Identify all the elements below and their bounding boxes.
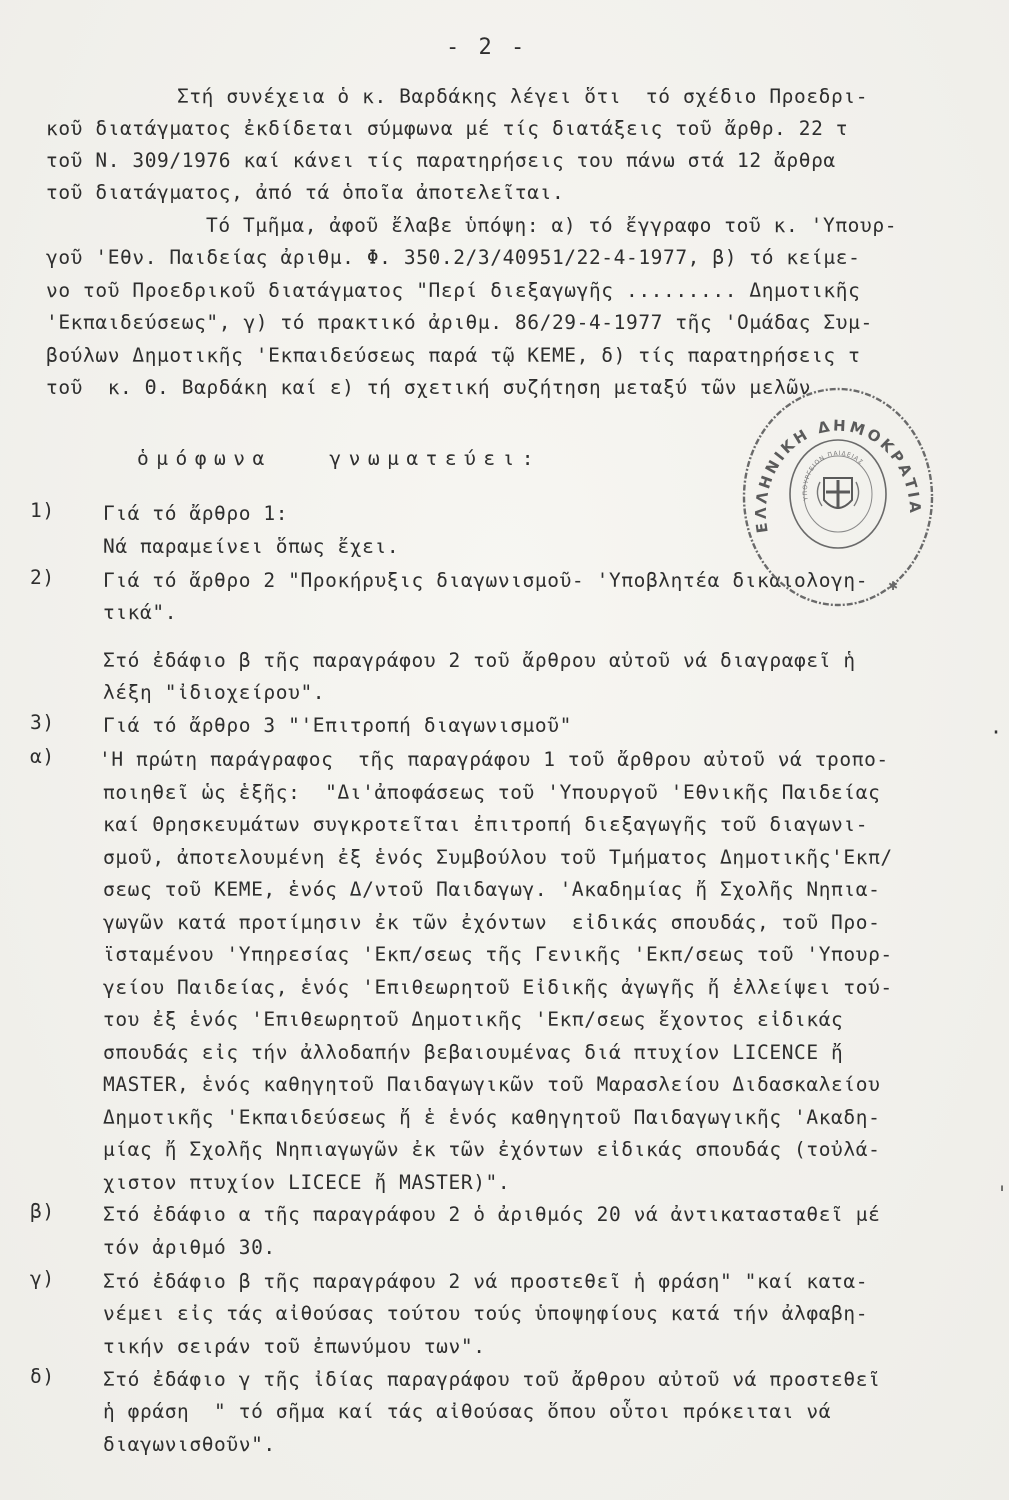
item-marker: 1) xyxy=(30,499,55,522)
text-line: βούλων Δημοτικῆς 'Εκπαιδεύσεως παρά τῷ ΚΕΜΕ, δ) τίς παρατηρήσεις τ xyxy=(46,344,861,367)
text-line: του ἐξ ἑνός 'Επιθεωρητοῦ Δημοτικῆς 'Εκπ/σεως ἔχοντος εἰδικάς xyxy=(103,1008,844,1031)
text-line: σπουδάς εἰς τήν ἀλλοδαπήν βεβαιουμένας διά πτυχίον LICENCE ἤ xyxy=(103,1041,844,1064)
text-line: τικήν σειράν τοῦ ἐπωνύμου των". xyxy=(103,1335,486,1358)
text-line: Τό Τμῆμα, ἀφοῦ ἔλαβε ὑπόψη: α) τό ἔγγραφο τοῦ κ. 'Υπουρ- xyxy=(206,214,898,237)
text-line: τόν ἀριθμό 30. xyxy=(103,1236,276,1259)
text-line: Γιά τό ἄρθρο 2 "Προκήρυξις διαγωνισμοῦ- 'Υποβλητέα δικαιολογη- xyxy=(103,569,869,592)
text-line: γείου Παιδείας, ἑνός 'Επιθεωρητοῦ Εἰδικῆς ἀγωγῆς ἤ ἐλλείψει τού- xyxy=(103,976,893,999)
text-line: MASTER, ἑνός καθηγητοῦ Παιδαγωγικῶν τοῦ Μαρασλείου Διδασκαλείου xyxy=(103,1073,881,1096)
subitem-marker: α) xyxy=(30,745,55,768)
section-heading: ὁμόφωνα γνωματεύει: xyxy=(137,447,542,470)
text-line: ἡ φράση " τό σῆμα καί τάς αἰθούσας ὅπου οὗτοι πρόκειται νά xyxy=(103,1400,832,1423)
subitem-marker: γ) xyxy=(30,1267,55,1290)
text-line: καί Θρησκευμάτων συγκροτεῖται ἐπιτροπή διεξαγωγῆς τοῦ διαγωνι- xyxy=(103,813,869,836)
text-line: σμοῦ, ἀποτελουμένη ἐξ ἑνός Συμβούλου τοῦ Τμήματος Δημοτικῆς'Εκπ/ xyxy=(103,846,893,869)
text-line: Στό ἐδάφιο α τῆς παραγράφου 2 ὁ ἀριθμός 20 νά ἀντικατασταθεῖ μέ xyxy=(103,1203,881,1226)
text-line: κοῦ διατάγματος ἐκδίδεται σύμφωνα μέ τίς διατάξεις τοῦ ἄρθρ. 22 τ xyxy=(46,117,849,140)
text-line: μίας ἤ Σχολῆς Νηπιαγωγῶν ἐκ τῶν ἐχόντων εἰδικάς σπουδάς (τοὐλά- xyxy=(103,1138,881,1161)
text-line: τοῦ κ. Θ. Βαρδάκη καί ε) τή σχετική συζήτηση μεταξύ τῶν μελῶν xyxy=(46,376,812,399)
item-marker: 3) xyxy=(30,711,55,734)
text-line: 'Η πρώτη παράγραφος τῆς παραγράφου 1 τοῦ ἄρθρου αὐτοῦ νά τροπο- xyxy=(99,748,889,771)
text-line: χιστον πτυχίον LICECE ἤ MASTER)". xyxy=(103,1171,511,1194)
text-line: γοῦ 'Εθν. Παιδείας ἀριθμ. Φ. 350.2/3/40951/22-4-1977, β) τό κείμε- xyxy=(46,246,861,269)
text-line: τοῦ διατάγματος, ἀπό τά ὁποῖα ἀποτελεῖται. xyxy=(46,181,565,204)
text-line: ϊσταμένου 'Υπηρεσίας 'Εκπ/σεως τῆς Γενικῆς 'Εκπ/σεως τοῦ 'Υπουρ- xyxy=(103,943,893,966)
svg-text:✱: ✱ xyxy=(888,579,899,593)
text-line: τοῦ Ν. 309/1976 καί κάνει τίς παρατηρήσεις του πάνω στά 12 ἄρθρα xyxy=(46,149,836,172)
text-line: Στό ἐδάφιο β τῆς παραγράφου 2 νά προστεθεῖ ἡ φράση" "καί κατα- xyxy=(103,1270,869,1293)
text-line: νο τοῦ Προεδρικοῦ διατάγματος "Περί διεξαγωγῆς ......... Δημοτικῆς xyxy=(46,279,861,302)
text-line: Γιά τό ἄρθρο 1: xyxy=(103,502,289,525)
text-line: διαγωνισθοῦν". xyxy=(103,1433,276,1456)
text-line: Δημοτικῆς 'Εκπαιδεύσεως ἤ ἑ ἑνός καθηγητοῦ Παιδαγωγικῆς 'Ακαδη- xyxy=(103,1106,881,1129)
subitem-marker: δ) xyxy=(30,1365,55,1388)
coat-of-arms-icon xyxy=(817,478,858,509)
page-number: - 2 - xyxy=(446,35,528,60)
text-line: ποιηθεῖ ὡς ἑξῆς: "Δι'ἀποφάσεως τοῦ 'Υπουργοῦ 'Εθνικῆς Παιδείας xyxy=(103,781,881,804)
text-line: Νά παραμείνει ὅπως ἔχει. xyxy=(103,535,400,558)
text-line: τικά". xyxy=(103,601,178,624)
text-line: Στή συνέχεια ὁ κ. Βαρδάκης λέγει ὅτι τό σχέδιο Προεδρι- xyxy=(177,85,869,108)
text-line: Γιά τό ἄρθρο 3 "'Επιτροπή διαγωνισμοῦ" xyxy=(103,714,572,737)
seal-inner-text: ΥΠΟΥΡΓΕΙΟΝ ΠΑΙΔΕΙΑΣ xyxy=(801,449,865,501)
text-line: νέμει εἰς τάς αἰθούσας τούτου τούς ὑποψηφίους κατά τήν ἀλφαβη- xyxy=(103,1302,869,1325)
text-line: γωγῶν κατά προτίμησιν ἐκ τῶν ἐχόντων εἰδικάς σπουδάς, τοῦ Προ- xyxy=(103,911,881,934)
seal-outer-text: ΕΛΛΗΝΙΚΗ ΔΗΜΟΚΡΑΤΙΑ xyxy=(751,416,925,535)
text-line: Στό ἐδάφιο γ τῆς ἰδίας παραγράφου τοῦ ἄρθρου αὐτοῦ νά προστεθεῖ xyxy=(103,1368,881,1391)
seal-graphic xyxy=(738,382,938,614)
margin-tick: ˈ xyxy=(996,1182,1009,1206)
subitem-marker: β) xyxy=(30,1200,55,1223)
text-line: 'Εκπαιδεύσεως", γ) τό πρακτικό ἀριθμ. 86/29-4-1977 τῆς 'Ομάδας Συμ- xyxy=(46,311,873,334)
official-seal-stamp xyxy=(738,382,938,614)
text-line: Στό ἐδάφιο β τῆς παραγράφου 2 τοῦ ἄρθρου αὐτοῦ νά διαγραφεῖ ἡ xyxy=(103,649,856,672)
margin-dot: · xyxy=(990,720,1003,744)
text-line: λέξη "ἰδιοχείρου". xyxy=(103,681,326,704)
item-marker: 2) xyxy=(30,566,55,589)
text-line: σεως τοῦ ΚΕΜΕ, ἑνός Δ/ντοῦ Παιδαγωγ. 'Ακαδημίας ἤ Σχολῆς Νηπια- xyxy=(103,878,881,901)
